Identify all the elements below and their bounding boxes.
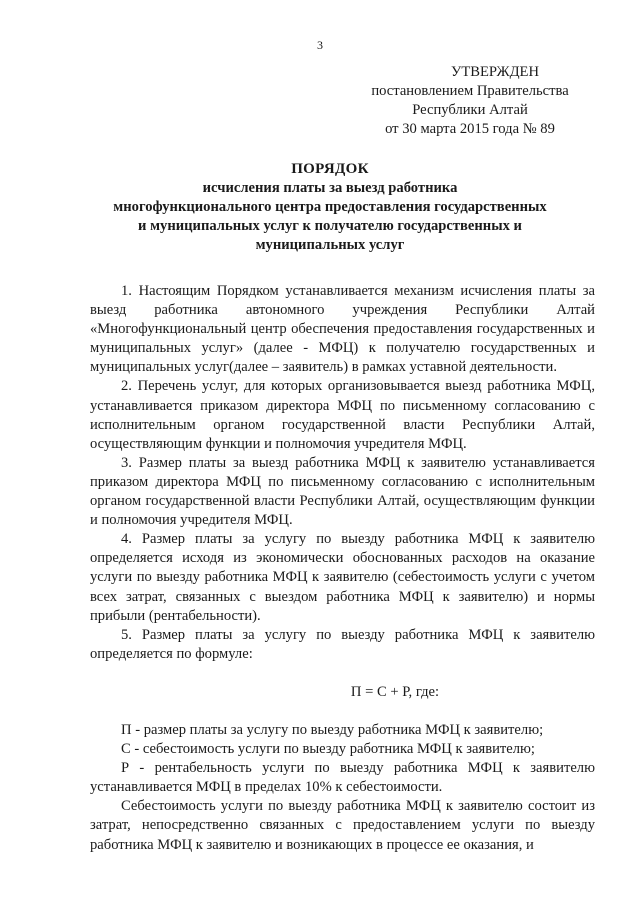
approval-stamp	[330, 63, 610, 139]
definition-p: П - размер платы за услугу по выезду работника МФЦ к заявителю;	[121, 721, 544, 738]
cost-paragraph: Себестоимость услуги по выезду работника МФЦ к заявителю состоит из затрат, непосредственно связанных с предоставлением услуги по выезду работника МФЦ к заявителю и возникающих в процессе ее оказания, и	[90, 798, 595, 853]
paragraph-5: 5. Размер платы за услугу по выезду работника МФЦ к заявителю определяется по формуле:	[90, 626, 595, 662]
title-line: муниципальных услуг	[255, 237, 405, 253]
page-number: 3	[317, 38, 323, 52]
paragraph-1: 1. Настоящим Порядком устанавливается механизм исчисления платы за выезд работника автономного учреждения Республики Алтай «Многофункциональный центр обеспечения предоставления государственных и муниципальных услуг» (далее - МФЦ) к получателю государственных и муниципальных услуг(далее – заявитель) в рамках уставной деятельности.	[90, 283, 595, 376]
approval-title: УТВЕРЖДЕН	[451, 64, 539, 80]
document-title	[90, 160, 570, 255]
formula: П = С + Р, где:	[350, 683, 440, 700]
title-main: ПОРЯДОК	[291, 161, 369, 177]
title-line: исчисления платы за выезд работника	[202, 180, 458, 196]
approval-line-3: от 30 марта 2015 года № 89	[385, 121, 555, 137]
approval-line-1: постановлением Правительства	[371, 83, 569, 99]
paragraph-4: 4. Размер платы за услугу по выезду работника МФЦ к заявителю определяется исходя из экономически обоснованных расходов на оказание услуги по выезду работника МФЦ к заявителю (себестоимость услуги с учетом всех затрат, связанных с выездом работника МФЦ к заявителю) и нормы прибыли (рентабельности).	[90, 531, 595, 624]
approval-line-2: Республики Алтай	[412, 102, 528, 118]
definition-r: Р - рентабельность услуги по выезду работника МФЦ к заявителю устанавливается МФЦ в пределах 10% к себестоимости.	[90, 760, 595, 796]
paragraph-3: 3. Размер платы за выезд работника МФЦ к заявителю устанавливается приказом директора МФЦ по письменному согласованию с исполнительным органом государственной власти Республики Алтай, осуществляющим функции и полномочия учредителя МФЦ.	[90, 454, 595, 529]
title-line: многофункционального центра предоставления государственных	[113, 199, 547, 215]
definition-c: С - себестоимость услуги по выезду работника МФЦ к заявителю;	[121, 741, 535, 758]
document-body	[90, 282, 595, 855]
title-line: и муниципальных услуг к получателю государственных и	[138, 218, 522, 234]
paragraph-2: 2. Перечень услуг, для которых организовывается выезд работника МФЦ, устанавливается приказом директора МФЦ по письменному согласованию с исполнительным органом государственной власти Республики Алтай, осуществляющим функции и полномочия учредителя МФЦ.	[90, 378, 595, 452]
